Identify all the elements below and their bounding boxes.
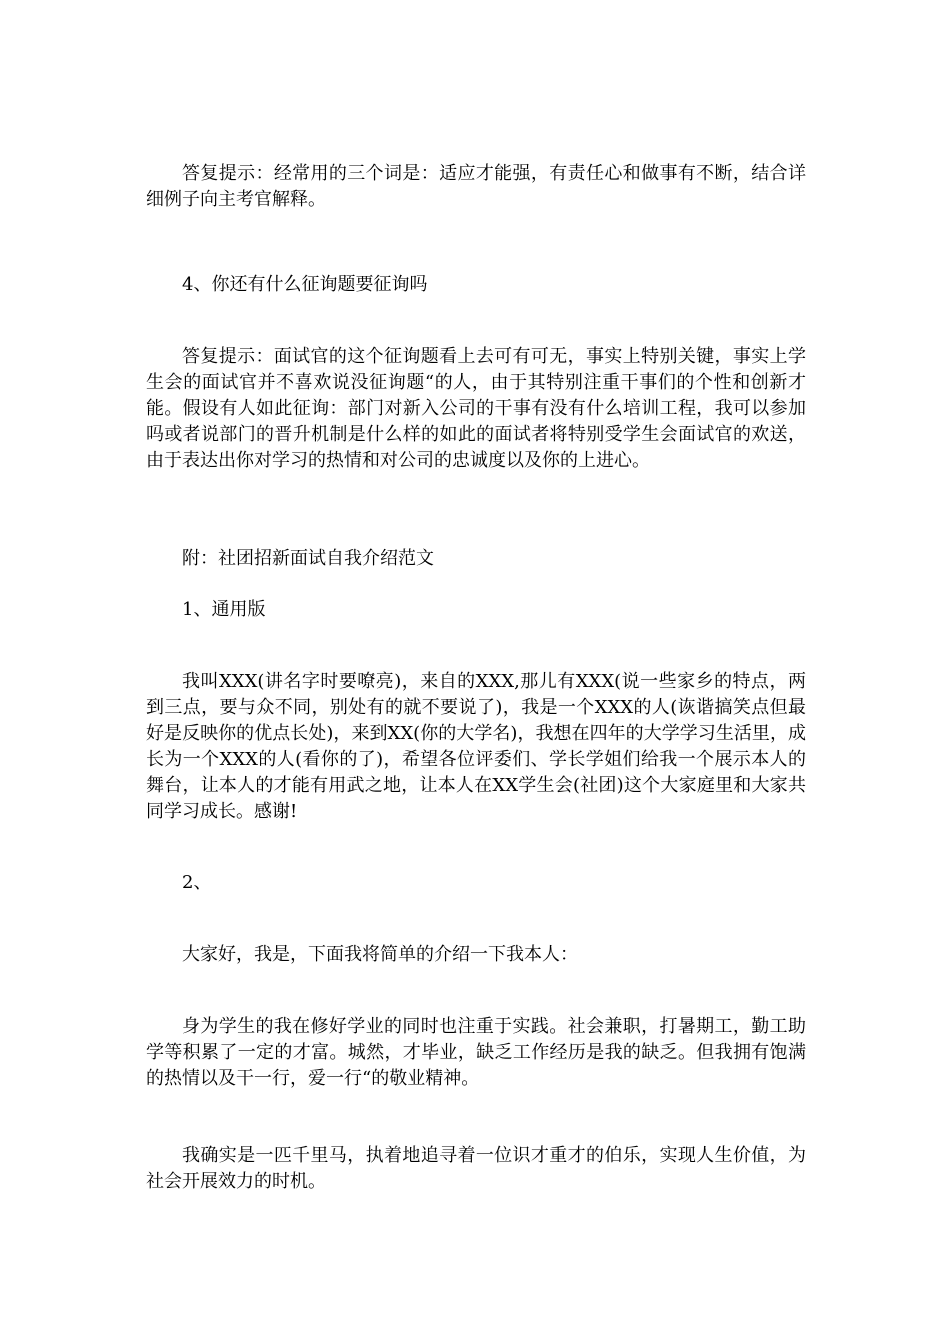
answer-tip-paragraph-2: 答复提示：面试官的这个征询题看上去可有可无，事实上特别关键，事实上学生会的面试官并不喜欢说没征询题“的人，由于其特别注重干事们的个性和创新才能。假设有人如此征询：部门对新入公司的干事有没有什么培训工程，我可以参加吗或者说部门的晋升机制是什么样的如此的面试者将特别受学生会面试官的欢送，由于表达出你对学习的热情和对公司的忠诚度以及你的上进心。: [146, 346, 806, 471]
greeting-paragraph: 大家好，我是，下面我将简单的介绍一下我本人：: [182, 944, 578, 965]
appendix-heading: 附：社团招新面试自我介绍范文: [182, 548, 434, 569]
closing-paragraph: 我确实是一匹千里马，执着地追寻着一位识才重才的伯乐，实现人生价值，为社会开展效力的时机。: [146, 1145, 806, 1192]
question-4-heading: 4、你还有什么征询题要征询吗: [182, 274, 428, 295]
self-intro-general-paragraph: 我叫XXX(讲名字时要嘹亮)，来自的XXX,那儿有XXX(说一些家乡的特点，两到三点，要与众不同，别处有的就不要说了)，我是一个XXX的人(诙谐搞笑点但最好是反映你的优点长处)，来到XX(你的大学名)，我想在四年的大学学习生活里，成长为一个XXX的人(看你的了)，希望各位评委们、学长学姐们给我一个展示本人的舞台，让本人的才能有用武之地，让本人在XX学生会(社团)这个大家庭里和大家共同学习成长。感谢!: [146, 671, 806, 822]
section-1-heading: 1、通用版: [182, 599, 266, 620]
answer-tip-paragraph-1: 答复提示：经常用的三个词是：适应才能强，有责任心和做事有不断，结合详细例子向主考官解释。: [146, 163, 806, 210]
section-2-heading: 2、: [182, 872, 212, 893]
practice-paragraph: 身为学生的我在修好学业的同时也注重于实践。社会兼职，打暑期工，勤工助学等积累了一定的才富。城然，才毕业，缺乏工作经历是我的缺乏。但我拥有饱满的热情以及干一行，爱一行“的敬业精神。: [146, 1016, 806, 1089]
